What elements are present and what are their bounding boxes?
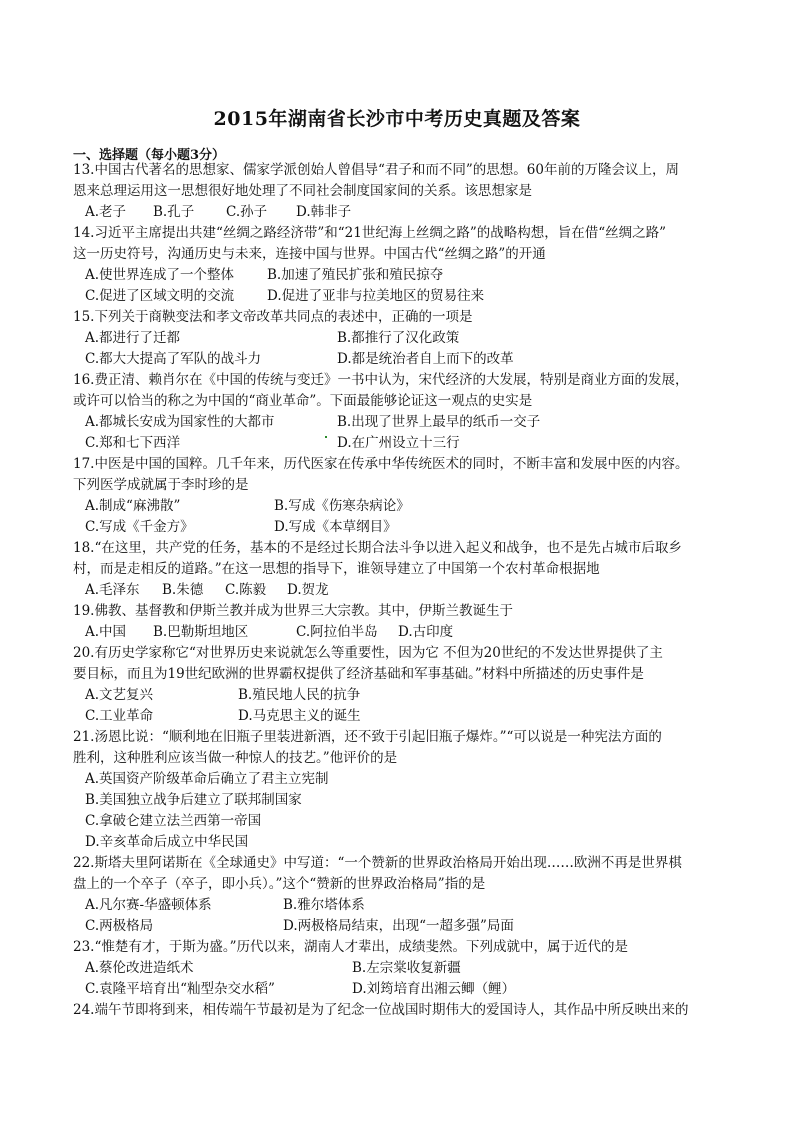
q14-option-c: C.促进了区域文明的交流 <box>85 288 235 304</box>
question-17-line-2: 下列医学成就属于李时珍的是 <box>73 477 249 493</box>
q22-option-d: D.两极格局结束，出现“一超多强”局面 <box>283 918 514 934</box>
section-heading: 一、选择题（每小题3分） <box>73 148 226 163</box>
question-21-line-1: 21.汤恩比说：“顺利地在旧瓶子里装进新酒，还不致于引起旧瓶子爆炸。”“可以说是一种宪法方面的 <box>73 729 662 745</box>
question-13-line-2: 恩来总理运用这一思想很好地处理了不同社会制度国家间的关系。该思想家是 <box>73 183 532 199</box>
question-20-line-2: 要目标，而且为19世纪欧洲的世界霸权提供了经济基础和军事基础。”材料中所描述的历史事件是 <box>73 666 644 682</box>
q15-option-a: A.都进行了迁都 <box>85 330 181 346</box>
q20-option-d: D.马克思主义的诞生 <box>238 708 361 724</box>
q16-option-c: C.郑和七下西洋 <box>85 435 181 451</box>
question-14-line-2: 这一历史符号，沟通历史与未来，连接中国与世界。中国古代“丝绸之路”的开通 <box>73 246 546 262</box>
q14-option-a: A.使世界连成了一个整体 <box>85 267 235 283</box>
q18-option-a: A.毛泽东 <box>85 582 140 598</box>
q17-option-d: D.写成《本草纲目》 <box>274 519 397 535</box>
q18-option-b: B.朱德 <box>162 582 204 598</box>
q19-option-b: B.巴勒斯坦地区 <box>153 624 249 640</box>
q13-option-c: C.孙子 <box>226 204 268 220</box>
question-24-line-1: 24.端午节即将到来，相传端午节最初是为了纪念一位战国时期伟大的爱国诗人，其作品中所反映出来的 <box>73 1002 689 1018</box>
question-20-line-1: 20.有历史学家称它“对世界历史来说就怎么等重要性，因为它 不但为20世纪的不发达世界提供了主 <box>73 645 663 661</box>
question-15-line-1: 15.下列关于商鞅变法和孝文帝改革共同点的表述中，正确的一项是 <box>73 309 473 325</box>
q20-option-b: B.殖民地人民的抗争 <box>238 687 361 703</box>
q22-option-a: A.凡尔赛-华盛顿体系 <box>85 897 212 913</box>
q21-option-a: A.英国资产阶级革命后确立了君主立宪制 <box>85 771 329 787</box>
question-23-line-1: 23.“惟楚有才，于斯为盛。”历代以来，湖南人才辈出，成绩斐然。下列成就中，属于近代的是 <box>73 939 629 955</box>
q13-option-b: B.孔子 <box>153 204 195 220</box>
q17-option-b: B.写成《伤寒杂病论》 <box>274 498 410 514</box>
q21-option-b: B.美国独立战争后建立了联邦制国家 <box>85 792 302 808</box>
q20-option-a: A.文艺复兴 <box>85 687 154 703</box>
question-18-line-1: 18.“在这里，共产党的任务，基本的不是经过长期合法斗争以进入起义和战争，也不是先占城市后取乡 <box>73 540 682 556</box>
q17-option-a: A.制成“麻沸散” <box>85 498 181 514</box>
page-title: 2015年湖南省长沙市中考历史真题及答案 <box>213 108 581 130</box>
q17-option-c: C.写成《千金方》 <box>85 519 194 535</box>
question-19-line-1: 19.佛教、基督教和伊斯兰教并成为世界三大宗教。其中，伊斯兰教诞生于 <box>73 603 513 619</box>
q22-option-b: B.雅尔塔体系 <box>283 897 365 913</box>
q20-option-c: C.工业革命 <box>85 708 154 724</box>
q23-option-c: C.袁隆平培育出“籼型杂交水稻” <box>85 981 275 997</box>
q16-option-a: A.都城长安成为国家性的大都市 <box>85 414 275 430</box>
q19-option-c: C.阿拉伯半岛 <box>296 624 378 640</box>
question-18-line-2: 村，而是走相反的道路。”在这一思想的指导下，谁领导建立了中国第一个农村革命根据地 <box>73 561 600 577</box>
q16-option-b: B.出现了世界上最早的纸币一交子 <box>337 414 541 430</box>
q19-option-a: A.中国 <box>85 624 127 640</box>
question-22-line-1: 22.斯塔夫里阿诺斯在《全球通史》中写道：“一个赞新的世界政治格局开始出现……欧洲不再是世界棋 <box>73 855 682 871</box>
q19-option-d: D.古印度 <box>398 624 454 640</box>
q21-option-d: D.辛亥革命后成立中华民国 <box>85 834 249 850</box>
question-13-line-1: 13.中国古代著名的思想家、儒家学派创始人曾倡导“君子和而不同”的思想。60年前的万隆会议上，周 <box>73 162 679 178</box>
question-16-line-1: 16.费正清、赖肖尔在《中国的传统与变迁》一书中认为，宋代经济的大发展，特别是商业方面的发展， <box>73 372 689 388</box>
q15-option-b: B.都推行了汉化政策 <box>337 330 460 346</box>
q16-option-d: D.在广州设立十三行 <box>337 435 460 451</box>
q18-option-d: D.贺龙 <box>287 582 329 598</box>
question-21-line-2: 胜利，这种胜利应该当做一种惊人的技艺。”他评价的是 <box>73 750 398 766</box>
q21-option-c: C.拿破仑建立法兰西第一帝国 <box>85 813 262 829</box>
q23-option-d: D.刘筠培育出湘云鲫（鲤） <box>352 981 516 997</box>
q23-option-b: B.左宗棠收复新疆 <box>352 960 461 976</box>
q13-option-d: D.韩非子 <box>296 204 352 220</box>
question-14-line-1: 14.习近平主席提出共建“丝绸之路经济带”和“21世纪海上丝绸之路”的战略构想，旨在借“丝绸之路” <box>73 225 667 241</box>
q18-option-c: C.陈毅 <box>225 582 267 598</box>
q14-option-b: B.加速了殖民扩张和殖民掠夺 <box>267 267 444 283</box>
q15-option-d: D.都是统治者自上而下的改革 <box>337 351 514 367</box>
question-22-line-2: 盘上的一个卒子（卒子，即小兵）。”这个“赞新的世界政治格局”指的是 <box>73 876 486 892</box>
q15-option-c: C.都大大提高了军队的战斗力 <box>85 351 262 367</box>
question-17-line-1: 17.中医是中国的国粹。几千年来，历代医家在传承中华传统医术的同时，不断丰富和发展中医的内容。 <box>73 456 689 472</box>
question-16-line-2: 或许可以恰当的称之为中国的“商业革命”。下面最能够论证这一观点的史实是 <box>73 393 533 409</box>
q13-option-a: A.老子 <box>85 204 127 220</box>
q23-option-a: A.蔡伦改进造纸术 <box>85 960 194 976</box>
stray-mark <box>325 436 327 438</box>
q14-option-d: D.促进了亚非与拉美地区的贸易往来 <box>267 288 485 304</box>
q22-option-c: C.两极格局 <box>85 918 154 934</box>
